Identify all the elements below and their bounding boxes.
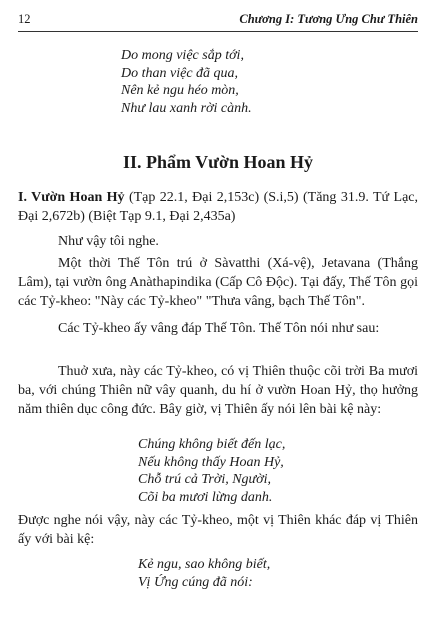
verse-line: Do mong việc sắp tới, [121, 48, 244, 63]
section-title: II. Phẩm Vườn Hoan Hỷ [123, 152, 313, 172]
page-number: 12 [18, 12, 31, 26]
header-rule [18, 31, 418, 32]
verse-line: Chỗ trú cả Trời, Người, [138, 472, 272, 487]
sutta-references: (Tạp 22.1, Đại 2,153c) (S.i,5) (Tăng 31.9. Tứ Lạc, Đại 2,672b) (Biệt Tạp 9.1, Đại 2,435a) [18, 190, 418, 224]
chapter-title: Chương I: Tương Ưng Chư Thiên [239, 12, 418, 26]
verse-line: Cõi ba mươi lừng danh. [138, 489, 273, 505]
verse-line: Nên kẻ ngu héo mòn, [121, 83, 239, 98]
verse-line: Do than việc đã qua, [121, 65, 239, 81]
paragraph: Một thời Thế Tôn trú ở Sàvatthi (Xá-vệ), Jetavana (Thắng Lâm), tại vườn ông Anàthapindika (Cấp Cô Độc). Tại đấy, Thế Tôn gọi các Tỷ-kheo: "Này các Tỷ-kheo" "Thưa vâng, bạch Thế Tôn". [18, 256, 418, 309]
sutta-heading [18, 188, 418, 226]
paragraph: Được nghe nói vậy, này các Tỷ-kheo, một vị Thiên khác đáp vị Thiên ấy với bài kệ: [18, 513, 418, 547]
verse-line: Nếu không thấy Hoan Hỷ, [138, 454, 284, 470]
sutta-title: I. Vườn Hoan Hỷ [18, 190, 125, 205]
paragraph: Thuở xưa, này các Tỷ-kheo, có vị Thiên thuộc cõi trời Ba mươi ba, với chúng Thiên nữ vây quanh, du hí ở vườn Hoan Hỷ, thọ hưởng năm thiên dục công đức. Bây giờ, vị Thiên ấy nói lên bài kệ này: [18, 364, 418, 417]
verse-line: Chúng không biết đến lạc, [138, 437, 286, 452]
verse-block-1 [121, 47, 252, 117]
verse-line: Vị Ứng cúng đã nói: [138, 574, 253, 590]
verse-block-2 [138, 436, 285, 506]
paragraph: Các Tỷ-kheo ấy vâng đáp Thế Tôn. Thế Tôn nói như sau: [58, 321, 380, 336]
verse-line: Kẻ ngu, sao không biết, [138, 557, 271, 572]
paragraph: Như vậy tôi nghe. [58, 234, 159, 249]
verse-block-3 [138, 556, 270, 591]
running-header [18, 12, 418, 32]
verse-line: Như lau xanh rời cành. [121, 100, 252, 116]
